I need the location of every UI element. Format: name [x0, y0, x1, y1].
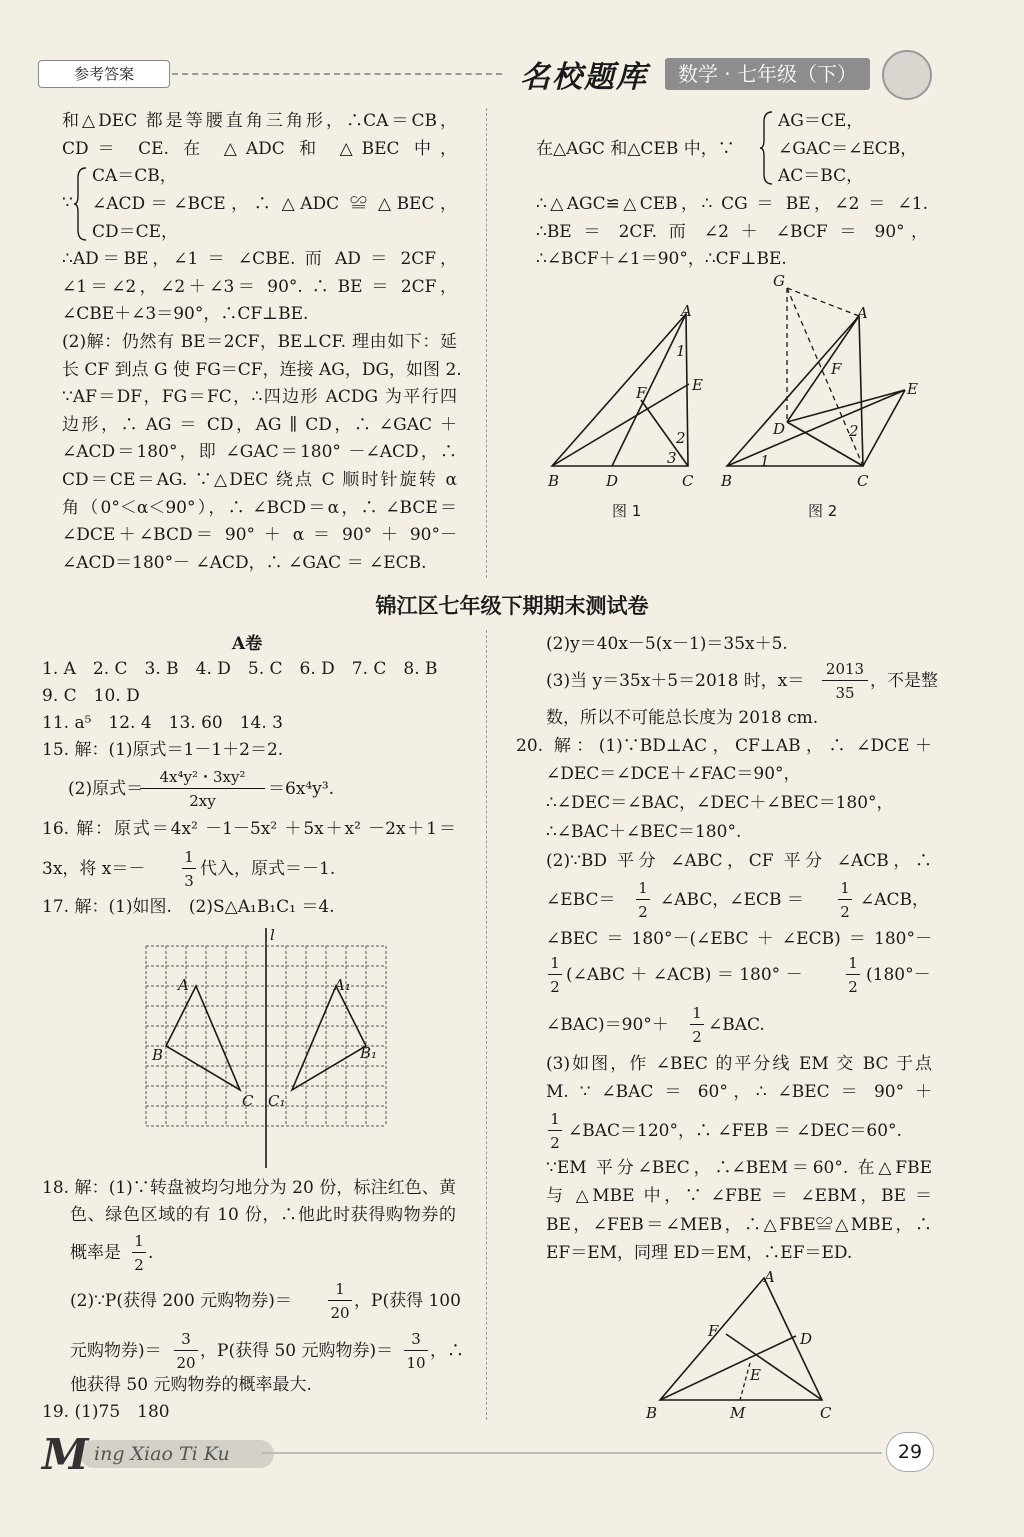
- q20-line6-b: ∠ABC，∠ECB ＝: [660, 890, 804, 910]
- q18-line3-prefix: 概率是: [70, 1243, 121, 1263]
- answers-row-3: 11. a⁵ 12. 4 13. 60 14. 3: [42, 713, 283, 733]
- q17: 17. 解：(1)如图. (2)S△A₁B₁C₁ ＝4.: [42, 897, 335, 917]
- grid-label-l: l: [270, 926, 275, 944]
- q20-half2-num: 1: [838, 877, 852, 900]
- fig1-label-F: F: [636, 384, 647, 402]
- fig2-label-A: A: [857, 304, 868, 322]
- q20-line2: ∠DEC＝∠DCE＋∠FAC＝90°，: [546, 764, 801, 784]
- q18-line1: 18. 解：(1)∵转盘被均匀地分为 20 份，标注红色、黄: [42, 1178, 456, 1198]
- q19-frac-num: 2013: [822, 658, 868, 681]
- top-left-line-12: 边形，∴ AG ＝ CD，AG ∥ CD，∴ ∠GAC ＋: [62, 415, 457, 435]
- brand-logo-icon: [882, 50, 932, 100]
- because-symbol: ∵: [62, 193, 73, 213]
- top-left-line-5: CD＝CE，: [92, 222, 179, 242]
- top-right-line-3: ∠GAC＝∠ECB，: [778, 139, 918, 159]
- column-divider-top: [486, 108, 487, 578]
- fig1-angle-1: 1: [676, 342, 686, 360]
- subject-badge: 数学 · 七年级（下）: [665, 58, 870, 90]
- q20-line8-a: (∠ABC ＋ ∠ACB) ＝ 180° －: [566, 965, 803, 985]
- grid-label-B1: B₁: [360, 1044, 378, 1062]
- q20-line6-a: ∠EBC＝: [546, 890, 616, 910]
- q20-half3-num: 1: [548, 952, 562, 975]
- q18-frac3-num: 3: [174, 1328, 198, 1351]
- top-left-line-11: ∵AF＝DF，FG＝FC，∴四边形 ACDG 为平行四: [62, 387, 457, 407]
- fig2-label-F: F: [831, 360, 842, 378]
- q18-line4-prefix: (2)∵P(获得 200 元购物券)＝: [70, 1291, 292, 1311]
- top-left-line-10: 长 CF 到点 G 使 FG＝CF，连接 AG，DG，如图 2.: [62, 360, 462, 380]
- q20-line10: (3)如图，作 ∠BEC 的平分线 EM 交 BC 于点: [546, 1054, 932, 1074]
- q18-frac1-num: 1: [132, 1230, 146, 1253]
- top-left-line-13: ∠ACD＝180°，即 ∠GAC＝180° －∠ACD，∴: [62, 442, 457, 462]
- q18-line4-suffix: ，P(获得 100: [354, 1291, 461, 1311]
- q18-frac3-den: 20: [176, 1354, 196, 1372]
- q20-line5: (2)∵BD 平分 ∠ABC，CF 平分 ∠ACB，∴: [546, 851, 932, 871]
- fig2-label-C: C: [857, 472, 869, 490]
- fig1-label-D: D: [606, 472, 619, 490]
- fig3-label-B: B: [646, 1404, 658, 1422]
- left-brace-icon: [760, 110, 774, 186]
- q18-line2: 色、绿色区域的有 10 份，∴他此时获得购物券的: [70, 1205, 456, 1225]
- fig1-label-B: B: [548, 472, 560, 490]
- fig1-label-A: A: [681, 302, 692, 320]
- q18-line6: 他获得 50 元购物券的概率最大.: [70, 1375, 312, 1395]
- fig1-label-E: E: [692, 376, 703, 394]
- top-left-line-15: 角（0°＜α＜90°），∴ ∠BCD＝α，∴ ∠BCE＝: [62, 498, 457, 518]
- q16-line1: 16. 解：原式＝4x² －1－5x² ＋5x＋x² －2x＋1＝: [42, 819, 456, 839]
- q20-line15: BE，∠FEB＝∠MEB，∴△FBE≌△MBE，∴: [546, 1215, 932, 1235]
- page-number: 29: [886, 1432, 934, 1472]
- fig1-angle-3: 3: [667, 449, 677, 467]
- answer-key-tag: 参考答案: [38, 60, 170, 88]
- grid-label-A1: A₁: [334, 976, 351, 994]
- answers-row-1: 1. A 2. C 3. B 4. D 5. C 6. D 7. C 8. B: [42, 659, 438, 679]
- q18-frac4-num: 3: [404, 1328, 428, 1351]
- q20-line14: 与 △MBE 中，∵ ∠FBE ＝ ∠EBM，BE ＝: [546, 1186, 932, 1206]
- figure-1-caption: 图 1: [612, 502, 642, 520]
- top-left-line-7: ∠1＝∠2，∠2＋∠3＝ 90°. ∴ BE ＝ 2CF，: [62, 277, 457, 297]
- fig1-angle-2: 2: [676, 429, 686, 447]
- grid-label-C1: C₁: [268, 1092, 286, 1110]
- q16-denominator: 3: [184, 872, 194, 890]
- top-left-line-17: ∠ACD＝180°－ ∠ACD，∴ ∠GAC ＝ ∠ECB.: [62, 553, 427, 573]
- fig2-label-G: G: [773, 272, 785, 290]
- q20-line13: ∵EM 平分∠BEC，∴∠BEM＝60°. 在△FBE: [546, 1158, 932, 1178]
- top-right-line-2: 在△AGC 和△CEB 中，∵: [536, 139, 735, 159]
- part-a-heading: A卷: [232, 634, 263, 654]
- q20-line9-a: ∠BAC)＝90°＋: [546, 1015, 669, 1035]
- q19-part3-suffix: ，不是整: [870, 671, 938, 691]
- fig1-label-C: C: [682, 472, 694, 490]
- q20-line12: ∠BAC＝120°，∴ ∠FEB ＝ ∠DEC＝60°.: [568, 1121, 902, 1141]
- section-title: 锦江区七年级下期期末测试卷: [375, 594, 649, 618]
- q20-line6-c: ∠ACB，: [860, 890, 930, 910]
- top-right-line-4: AC＝BC，: [778, 166, 864, 186]
- q16-line2-prefix: 3x，将 x＝－: [42, 859, 146, 879]
- top-right-line-7: ∴∠BCF＋∠1＝90°，∴CF⊥BE.: [536, 249, 787, 269]
- top-left-line-8: ∠CBE＋∠3＝90°，∴CF⊥BE.: [62, 304, 309, 324]
- q15-part1: 15. 解：(1)原式＝1－1＋2＝2.: [42, 740, 284, 760]
- header-dash-line: [172, 73, 502, 75]
- fig3-label-M: M: [730, 1404, 746, 1422]
- q18-frac2-num: 1: [328, 1278, 352, 1301]
- figure-1: [540, 300, 710, 496]
- q19-part1: 19. (1)75 180: [42, 1402, 170, 1422]
- q18-frac1-den: 2: [134, 1256, 144, 1274]
- q20-half6-den: 2: [550, 1134, 560, 1152]
- grid-label-B: B: [152, 1046, 164, 1064]
- fig3-label-C: C: [820, 1404, 832, 1422]
- fig3-label-E: E: [750, 1366, 761, 1384]
- q20-half6-num: 1: [548, 1108, 562, 1131]
- top-left-line-14: CD＝CE＝AG. ∵△DEC 绕点 C 顺时针旋转 α: [62, 470, 457, 490]
- q15-part2-suffix: ＝6x⁴y³.: [268, 779, 335, 799]
- fig2-label-D: D: [773, 420, 786, 438]
- q19-part3-prefix: (3)当 y＝35x＋5＝2018 时，x＝: [546, 671, 805, 691]
- q20-half4-num: 1: [846, 952, 860, 975]
- footer-brand-letter: M: [42, 1430, 89, 1479]
- grid-label-C: C: [242, 1092, 254, 1110]
- top-left-line-3: CA＝CB，: [92, 166, 177, 186]
- q19-frac-den: 35: [835, 684, 855, 702]
- fig3-label-A: A: [764, 1268, 775, 1286]
- top-left-line-6: ∴AD＝BE，∠1 ＝ ∠CBE. 而 AD ＝ 2CF，: [62, 249, 457, 269]
- q20-half2-den: 2: [840, 903, 850, 921]
- answers-row-2: 9. C 10. D: [42, 686, 140, 706]
- q18-line3-suffix: .: [148, 1243, 154, 1263]
- q20-half1-den: 2: [638, 903, 648, 921]
- left-brace-icon: [74, 166, 88, 242]
- q16-line2-suffix: 代入，原式＝－1.: [200, 859, 336, 879]
- q20-half3-den: 2: [550, 978, 560, 996]
- q18-line5-mid: ，P(获得 50 元购物券)＝: [200, 1341, 394, 1361]
- q20-line3: ∴∠DEC＝∠BAC，∠DEC＋∠BEC＝180°，: [546, 793, 894, 813]
- top-left-line-16: ∠DCE＋∠BCD＝ 90° ＋ α ＝ 90° ＋ 90°－: [62, 525, 457, 545]
- q15-denominator: 2xy: [189, 792, 216, 810]
- q16-numerator: 1: [182, 846, 196, 869]
- fig3-label-D: D: [800, 1330, 813, 1348]
- top-right-line-5: ∴△AGC≌△CEB，∴ CG ＝ BE，∠2 ＝ ∠1.: [536, 194, 928, 214]
- fig2-label-B: B: [721, 472, 733, 490]
- top-left-line-9: (2)解：仍然有 BE＝2CF，BE⊥CF. 理由如下：延: [62, 332, 457, 352]
- q20-line4: ∴∠BAC＋∠BEC＝180°.: [546, 822, 742, 842]
- q20-line1: 20. 解：(1)∵BD⊥AC，CF⊥AB，∴ ∠DCE＋: [516, 736, 932, 756]
- q20-line9-b: ∠BAC.: [708, 1015, 765, 1035]
- q18-frac2-den: 20: [330, 1304, 350, 1322]
- q18-line5-suffix: ，∴: [430, 1341, 464, 1361]
- q20-line7: ∠BEC＝180°－(∠EBC＋∠ECB)＝180°－: [546, 929, 932, 949]
- grid-label-A: A: [178, 976, 189, 994]
- fig3-label-F: F: [708, 1322, 719, 1340]
- footer-brand-text: ing Xiao Ti Ku: [80, 1440, 274, 1468]
- fig2-label-E: E: [907, 380, 918, 398]
- q18-frac4-den: 10: [406, 1354, 426, 1372]
- brand-title: 名校题库: [520, 60, 648, 95]
- q15-part2-prefix: (2)原式＝: [68, 779, 144, 799]
- column-divider-bottom: [486, 630, 487, 1420]
- top-right-line-1: AG＝CE，: [778, 111, 864, 131]
- top-left-line-2: CD＝ CE. 在 △ADC 和 △BEC 中，: [62, 139, 457, 159]
- top-left-line-1: 和△DEC 都是等腰直角三角形，∴CA＝CB，: [62, 111, 457, 131]
- q19-part4: 数，所以不可能总长度为 2018 cm.: [546, 708, 819, 728]
- q20-line11: M. ∵ ∠BAC ＝ 60°，∴ ∠BEC ＝ 90° ＋: [546, 1082, 932, 1102]
- figure-2: [715, 270, 930, 496]
- figure-2-caption: 图 2: [808, 502, 838, 520]
- q20-half5-den: 2: [692, 1028, 702, 1046]
- footer-line: [262, 1452, 882, 1454]
- q18-line5-prefix: 元购物券)＝: [70, 1341, 162, 1361]
- q20-line16: EF＝EM，同理 ED＝EM，∴EF＝ED.: [546, 1243, 853, 1263]
- q20-line8-b: (180°－: [866, 965, 931, 985]
- top-right-line-6: ∴BE ＝ 2CF. 而 ∠2 ＋ ∠BCF ＝ 90°，: [536, 222, 928, 242]
- q15-numerator: 4x⁴y²・3xy²: [140, 766, 265, 789]
- q20-half1-num: 1: [636, 877, 650, 900]
- fig2-angle-1: 1: [760, 452, 770, 470]
- q19-part2: (2)y＝40x－5(x－1)＝35x＋5.: [546, 634, 788, 654]
- top-left-line-4: ∠ACD＝∠BCE，∴ △ADC ≌ △BEC，: [92, 194, 457, 214]
- grid-figure: [140, 922, 400, 1170]
- q20-half5-num: 1: [690, 1002, 704, 1025]
- q20-half4-den: 2: [848, 978, 858, 996]
- figure-3: [640, 1266, 840, 1424]
- fig2-angle-2: 2: [849, 422, 859, 440]
